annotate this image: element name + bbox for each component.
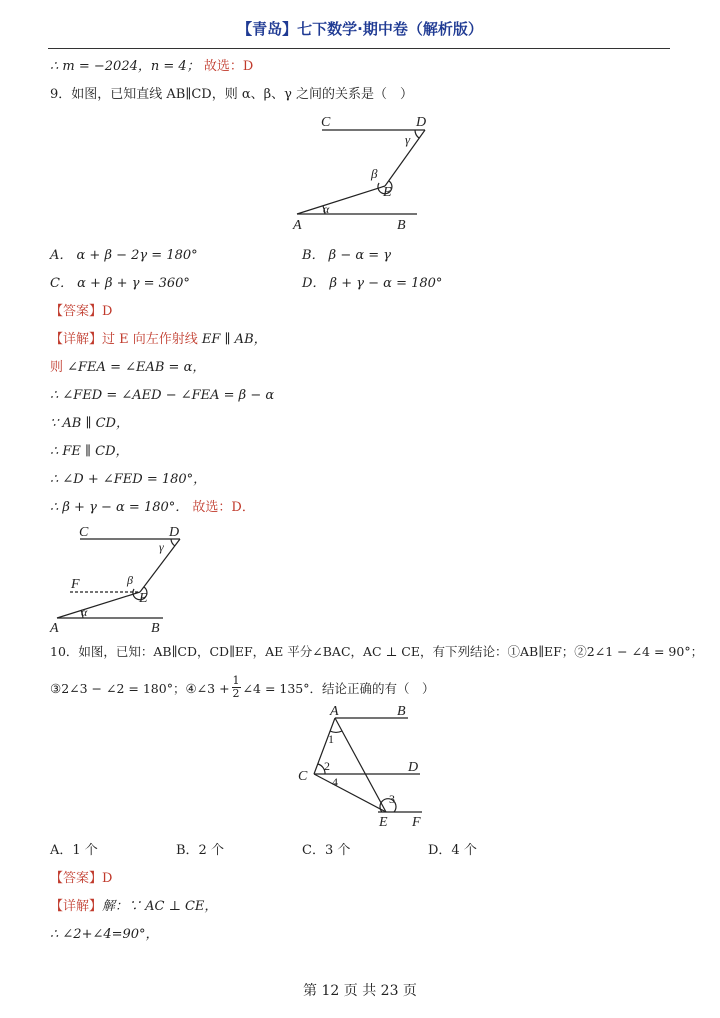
q9-step-6 <box>50 499 255 517</box>
label-e-2: E <box>139 591 148 606</box>
segment-ae-2 <box>57 592 140 618</box>
q10-answer: 【答案】D <box>50 871 113 886</box>
label-1: 1 <box>328 732 334 746</box>
label-d-q10: D <box>408 760 419 775</box>
label-f-2: F <box>71 577 80 592</box>
label-c-2: C <box>79 525 89 540</box>
q10-option-b: B．2 个 <box>176 843 224 858</box>
q9-step-6-conclusion: 故选：D． <box>192 500 255 515</box>
prev-answer-line <box>50 58 253 76</box>
label-4: 4 <box>332 775 338 789</box>
q9-step-4: ∴ FE ∥ CD， <box>50 444 129 459</box>
label-gamma-2: γ <box>159 540 164 554</box>
q9-step-6-text: ∴ β + γ − α = 180°． <box>50 500 189 515</box>
label-e-q10: E <box>379 815 388 830</box>
angle-gamma-arc <box>415 130 419 138</box>
q9-detail-text: 过 E 向左作射线 <box>102 332 202 347</box>
q9-step-5: ∴ ∠D + ∠FED = 180°， <box>50 472 207 487</box>
prev-answer-text: ∴ m = −2024，n = 4； <box>50 59 200 74</box>
q9-step-3: ∵ AB ∥ CD， <box>50 416 129 431</box>
q10-detail <box>50 898 217 916</box>
prev-answer-conclusion: 故选：D <box>203 59 254 74</box>
q10-detail-text: 解：∵ AC ⊥ CE， <box>102 899 218 914</box>
label-f-q10: F <box>412 815 421 830</box>
q9-solution-figure <box>45 520 195 635</box>
label-3: 3 <box>389 792 395 806</box>
q9-option-c: C． α + β + γ = 360° <box>50 276 190 291</box>
q10-figure <box>290 700 440 830</box>
label-c-q10: C <box>298 769 308 784</box>
q10-detail-tag: 【详解】 <box>50 899 103 914</box>
q9-step-1 <box>50 359 205 377</box>
q9-option-b: B． β − α = γ <box>302 248 392 263</box>
q10-stem-b <box>50 676 435 701</box>
q10-step-1: ∴ ∠2+∠4=90°， <box>50 927 159 942</box>
label-alpha-2: α <box>81 605 88 619</box>
page-footer: 第 12 页 共 23 页 <box>303 983 417 999</box>
label-b: B <box>397 218 406 233</box>
q9-detail-math: EF ∥ AB， <box>201 332 267 347</box>
q9-detail <box>50 331 267 349</box>
q9-answer: 【答案】D <box>50 304 113 319</box>
label-gamma: γ <box>405 132 411 147</box>
q10-stem-b-part1: ③2∠3 − ∠2 = 180°；④∠3 + <box>50 680 230 696</box>
label-b-2: B <box>151 621 160 635</box>
header-divider <box>48 48 670 49</box>
q9-stem: 9．如图，已知直线 AB∥CD，则 α、β、γ 之间的关系是（ ） <box>50 87 414 102</box>
label-e: E <box>383 185 392 200</box>
q9-option-a: A． α + β − 2γ = 180° <box>50 248 198 263</box>
label-c: C <box>321 115 331 130</box>
q9-step-1-prefix: 则 <box>50 360 68 375</box>
q9-step-1-text: ∠FEA = ∠EAB = α， <box>67 360 206 375</box>
q10-fraction-den: 2 <box>232 687 240 700</box>
q10-option-c: C．3 个 <box>302 843 351 858</box>
q10-fraction <box>232 675 241 700</box>
label-d-2: D <box>169 525 180 540</box>
label-d: D <box>416 115 427 130</box>
label-alpha: α <box>323 202 330 216</box>
label-b-q10: B <box>397 704 406 719</box>
q10-fraction-num: 1 <box>232 674 240 687</box>
q10-option-d: D．4 个 <box>428 843 477 858</box>
page-header-title: 【青岛】七下数学·期中卷（解析版） <box>237 20 483 38</box>
angle-gamma-arc-2 <box>171 539 175 546</box>
q10-stem-a: 10．如图，已知：AB∥CD，CD∥EF，AE 平分∠BAC，AC ⊥ CE，有下列结论：①AB∥EF；②2∠1 − ∠4 = 90°； <box>50 644 704 659</box>
label-a-2: A <box>50 621 59 635</box>
label-2: 2 <box>324 759 330 773</box>
q9-detail-tag: 【详解】 <box>50 332 103 347</box>
q10-option-a: A．1 个 <box>50 843 98 858</box>
q10-stem-b-part2: ∠4 = 135°．结论正确的有（ ） <box>242 680 435 696</box>
label-beta: β <box>371 166 378 181</box>
label-beta-2: β <box>127 573 133 587</box>
label-a: A <box>293 218 302 233</box>
q9-step-2: ∴ ∠FED = ∠AED − ∠FEA = β − α <box>50 388 275 403</box>
label-a-q10: A <box>330 704 339 719</box>
segment-ae <box>297 186 385 214</box>
q9-option-d: D． β + γ − α = 180° <box>302 276 443 291</box>
q9-figure <box>285 110 445 235</box>
